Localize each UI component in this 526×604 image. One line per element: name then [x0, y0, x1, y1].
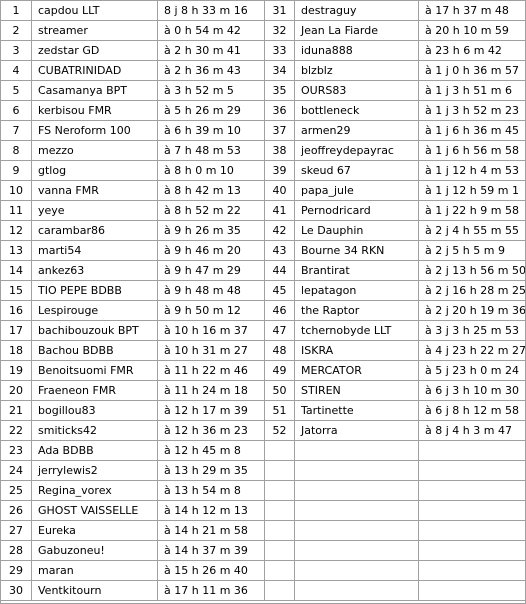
time-cell: à 9 h 47 m 29	[158, 261, 265, 281]
time-cell: à 13 h 54 m 8	[158, 481, 265, 501]
empty-cell	[295, 541, 419, 561]
time-cell: à 2 j 16 h 28 m 25	[419, 281, 526, 301]
rank-cell: 22	[1, 421, 32, 441]
table-row	[1, 101, 526, 121]
time-cell: à 1 j 0 h 36 m 57	[419, 61, 526, 81]
name-cell: gtlog	[32, 161, 158, 181]
name-cell: capdou LLT	[32, 1, 158, 21]
table-row	[1, 21, 526, 41]
empty-cell	[295, 441, 419, 461]
table-row	[1, 521, 526, 541]
time-cell: à 9 h 46 m 20	[158, 241, 265, 261]
name-cell: blzblz	[295, 61, 419, 81]
time-cell: à 1 j 3 h 52 m 23	[419, 101, 526, 121]
name-cell: maran	[32, 561, 158, 581]
rank-cell: 47	[265, 321, 295, 341]
time-cell: à 6 j 3 h 10 m 30	[419, 381, 526, 401]
time-cell: à 14 h 21 m 58	[158, 521, 265, 541]
table-row	[1, 581, 526, 601]
empty-cell	[265, 441, 295, 461]
rank-cell: 52	[265, 421, 295, 441]
empty-cell	[265, 581, 295, 601]
time-cell: à 0 h 54 m 42	[158, 21, 265, 41]
rank-cell: 33	[265, 41, 295, 61]
time-cell: à 12 h 36 m 23	[158, 421, 265, 441]
rank-cell: 51	[265, 401, 295, 421]
name-cell: ISKRA	[295, 341, 419, 361]
time-cell: à 9 h 48 m 48	[158, 281, 265, 301]
table-row	[1, 261, 526, 281]
time-cell: à 2 j 4 h 55 m 55	[419, 221, 526, 241]
rank-cell: 48	[265, 341, 295, 361]
time-cell: à 1 j 22 h 9 m 58	[419, 201, 526, 221]
table-row	[1, 461, 526, 481]
rank-cell: 43	[265, 241, 295, 261]
name-cell: mezzo	[32, 141, 158, 161]
name-cell: tchernobyde LLT	[295, 321, 419, 341]
table-row	[1, 341, 526, 361]
name-cell: Eureka	[32, 521, 158, 541]
table-row	[1, 221, 526, 241]
table-row	[1, 281, 526, 301]
time-cell: à 1 j 12 h 4 m 53	[419, 161, 526, 181]
empty-cell	[419, 541, 526, 561]
empty-cell	[419, 501, 526, 521]
name-cell: FS Neroform 100	[32, 121, 158, 141]
time-cell: à 20 h 10 m 59	[419, 21, 526, 41]
empty-cell	[265, 481, 295, 501]
time-cell: à 12 h 17 m 39	[158, 401, 265, 421]
table-row	[1, 501, 526, 521]
time-cell: à 6 h 39 m 10	[158, 121, 265, 141]
rank-cell: 2	[1, 21, 32, 41]
name-cell: GHOST VAISSELLE	[32, 501, 158, 521]
time-cell: à 9 h 50 m 12	[158, 301, 265, 321]
rank-cell: 7	[1, 121, 32, 141]
time-cell: à 1 j 6 h 36 m 45	[419, 121, 526, 141]
rank-cell: 17	[1, 321, 32, 341]
table-row	[1, 1, 526, 21]
table-row	[1, 541, 526, 561]
time-cell: à 5 h 26 m 29	[158, 101, 265, 121]
rank-cell: 9	[1, 161, 32, 181]
time-cell: à 3 h 52 m 5	[158, 81, 265, 101]
name-cell: STIREN	[295, 381, 419, 401]
rank-cell: 26	[1, 501, 32, 521]
table-row	[1, 441, 526, 461]
time-cell: à 17 h 37 m 48	[419, 1, 526, 21]
name-cell: Ada BDBB	[32, 441, 158, 461]
rank-cell: 25	[1, 481, 32, 501]
name-cell: CUBATRINIDAD	[32, 61, 158, 81]
name-cell: Bachou BDBB	[32, 341, 158, 361]
rank-cell: 11	[1, 201, 32, 221]
name-cell: Tartinette	[295, 401, 419, 421]
rank-cell: 27	[1, 521, 32, 541]
name-cell: Ventkitourn	[32, 581, 158, 601]
time-cell: à 1 j 6 h 56 m 58	[419, 141, 526, 161]
time-cell: à 11 h 24 m 18	[158, 381, 265, 401]
table-row	[1, 81, 526, 101]
name-cell: zedstar GD	[32, 41, 158, 61]
time-cell: à 2 j 13 h 56 m 50	[419, 261, 526, 281]
empty-cell	[295, 481, 419, 501]
table-row	[1, 321, 526, 341]
rank-cell: 1	[1, 1, 32, 21]
time-cell: à 5 j 23 h 0 m 24	[419, 361, 526, 381]
table-row	[1, 301, 526, 321]
rank-cell: 24	[1, 461, 32, 481]
rank-cell: 5	[1, 81, 32, 101]
rank-cell: 36	[265, 101, 295, 121]
rank-cell: 44	[265, 261, 295, 281]
name-cell: Casamanya BPT	[32, 81, 158, 101]
time-cell: à 4 j 23 h 22 m 27	[419, 341, 526, 361]
empty-cell	[419, 481, 526, 501]
name-cell: MERCATOR	[295, 361, 419, 381]
name-cell: Fraeneon FMR	[32, 381, 158, 401]
empty-cell	[419, 581, 526, 601]
table-row	[1, 61, 526, 81]
rank-cell: 32	[265, 21, 295, 41]
time-cell: à 23 h 6 m 42	[419, 41, 526, 61]
rank-cell: 14	[1, 261, 32, 281]
time-cell: 8 j 8 h 33 m 16	[158, 1, 265, 21]
time-cell: à 13 h 29 m 35	[158, 461, 265, 481]
rank-cell: 38	[265, 141, 295, 161]
rank-cell: 49	[265, 361, 295, 381]
name-cell: bogillou83	[32, 401, 158, 421]
empty-cell	[295, 561, 419, 581]
rank-cell: 35	[265, 81, 295, 101]
table-row	[1, 401, 526, 421]
empty-cell	[295, 581, 419, 601]
name-cell: skeud 67	[295, 161, 419, 181]
name-cell: Jatorra	[295, 421, 419, 441]
table-row	[1, 181, 526, 201]
name-cell: iduna888	[295, 41, 419, 61]
rank-cell: 39	[265, 161, 295, 181]
rank-cell: 45	[265, 281, 295, 301]
time-cell: à 8 h 42 m 13	[158, 181, 265, 201]
empty-cell	[295, 521, 419, 541]
name-cell: jerrylewis2	[32, 461, 158, 481]
name-cell: armen29	[295, 121, 419, 141]
name-cell: Pernodricard	[295, 201, 419, 221]
time-cell: à 9 h 26 m 35	[158, 221, 265, 241]
rank-cell: 10	[1, 181, 32, 201]
name-cell: lepatagon	[295, 281, 419, 301]
rank-cell: 4	[1, 61, 32, 81]
table-row	[1, 161, 526, 181]
rank-cell: 3	[1, 41, 32, 61]
name-cell: Jean La Fiarde	[295, 21, 419, 41]
empty-cell	[265, 461, 295, 481]
time-cell: à 11 h 22 m 46	[158, 361, 265, 381]
empty-cell	[295, 461, 419, 481]
rank-cell: 13	[1, 241, 32, 261]
rank-cell: 20	[1, 381, 32, 401]
rank-cell: 6	[1, 101, 32, 121]
ranking-body	[1, 1, 526, 601]
name-cell: Brantirat	[295, 261, 419, 281]
table-row	[1, 421, 526, 441]
time-cell: à 8 h 0 m 10	[158, 161, 265, 181]
name-cell: jeoffreydepayrac	[295, 141, 419, 161]
empty-cell	[419, 521, 526, 541]
time-cell: à 12 h 45 m 8	[158, 441, 265, 461]
time-cell: à 1 j 12 h 59 m 1	[419, 181, 526, 201]
rank-cell: 37	[265, 121, 295, 141]
name-cell: carambar86	[32, 221, 158, 241]
time-cell: à 10 h 31 m 27	[158, 341, 265, 361]
name-cell: OURS83	[295, 81, 419, 101]
rank-cell: 42	[265, 221, 295, 241]
rank-cell: 29	[1, 561, 32, 581]
time-cell: à 8 j 4 h 3 m 47	[419, 421, 526, 441]
empty-cell	[419, 461, 526, 481]
name-cell: Lespirouge	[32, 301, 158, 321]
name-cell: Le Dauphin	[295, 221, 419, 241]
rank-cell: 41	[265, 201, 295, 221]
rank-cell: 23	[1, 441, 32, 461]
name-cell: Regina_vorex	[32, 481, 158, 501]
rank-cell: 46	[265, 301, 295, 321]
name-cell: papa_jule	[295, 181, 419, 201]
rank-cell: 50	[265, 381, 295, 401]
name-cell: Benoitsuomi FMR	[32, 361, 158, 381]
time-cell: à 2 j 5 h 5 m 9	[419, 241, 526, 261]
name-cell: marti54	[32, 241, 158, 261]
empty-cell	[295, 501, 419, 521]
rank-cell: 15	[1, 281, 32, 301]
name-cell: destraguy	[295, 1, 419, 21]
time-cell: à 6 j 8 h 12 m 58	[419, 401, 526, 421]
rank-cell: 8	[1, 141, 32, 161]
rank-cell: 21	[1, 401, 32, 421]
time-cell: à 8 h 52 m 22	[158, 201, 265, 221]
table-row	[1, 141, 526, 161]
rank-cell: 30	[1, 581, 32, 601]
rank-cell: 40	[265, 181, 295, 201]
table-row	[1, 361, 526, 381]
time-cell: à 10 h 16 m 37	[158, 321, 265, 341]
time-cell: à 3 j 3 h 25 m 53	[419, 321, 526, 341]
name-cell: bottleneck	[295, 101, 419, 121]
time-cell: à 2 h 30 m 41	[158, 41, 265, 61]
time-cell: à 14 h 12 m 13	[158, 501, 265, 521]
empty-cell	[419, 561, 526, 581]
name-cell: ankez63	[32, 261, 158, 281]
table-row	[1, 201, 526, 221]
name-cell: smiticks42	[32, 421, 158, 441]
time-cell: à 15 h 26 m 40	[158, 561, 265, 581]
table-row	[1, 121, 526, 141]
time-cell: à 17 h 11 m 36	[158, 581, 265, 601]
name-cell: Gabuzoneu!	[32, 541, 158, 561]
rank-cell: 28	[1, 541, 32, 561]
empty-cell	[419, 441, 526, 461]
empty-cell	[265, 561, 295, 581]
time-cell: à 2 h 36 m 43	[158, 61, 265, 81]
rank-cell: 19	[1, 361, 32, 381]
time-cell: à 7 h 48 m 53	[158, 141, 265, 161]
rank-cell: 18	[1, 341, 32, 361]
rank-cell: 31	[265, 1, 295, 21]
name-cell: kerbisou FMR	[32, 101, 158, 121]
name-cell: the Raptor	[295, 301, 419, 321]
table-row	[1, 41, 526, 61]
table-row	[1, 381, 526, 401]
name-cell: TIO PEPE BDBB	[32, 281, 158, 301]
empty-cell	[265, 501, 295, 521]
time-cell: à 2 j 20 h 19 m 36	[419, 301, 526, 321]
rank-cell: 16	[1, 301, 32, 321]
empty-cell	[265, 541, 295, 561]
empty-cell	[265, 521, 295, 541]
time-cell: à 14 h 37 m 39	[158, 541, 265, 561]
name-cell: vanna FMR	[32, 181, 158, 201]
table-row	[1, 241, 526, 261]
name-cell: bachibouzouk BPT	[32, 321, 158, 341]
time-cell: à 1 j 3 h 51 m 6	[419, 81, 526, 101]
name-cell: yeye	[32, 201, 158, 221]
name-cell: Bourne 34 RKN	[295, 241, 419, 261]
rank-cell: 34	[265, 61, 295, 81]
rank-cell: 12	[1, 221, 32, 241]
name-cell: streamer	[32, 21, 158, 41]
table-row	[1, 481, 526, 501]
table-row	[1, 561, 526, 581]
